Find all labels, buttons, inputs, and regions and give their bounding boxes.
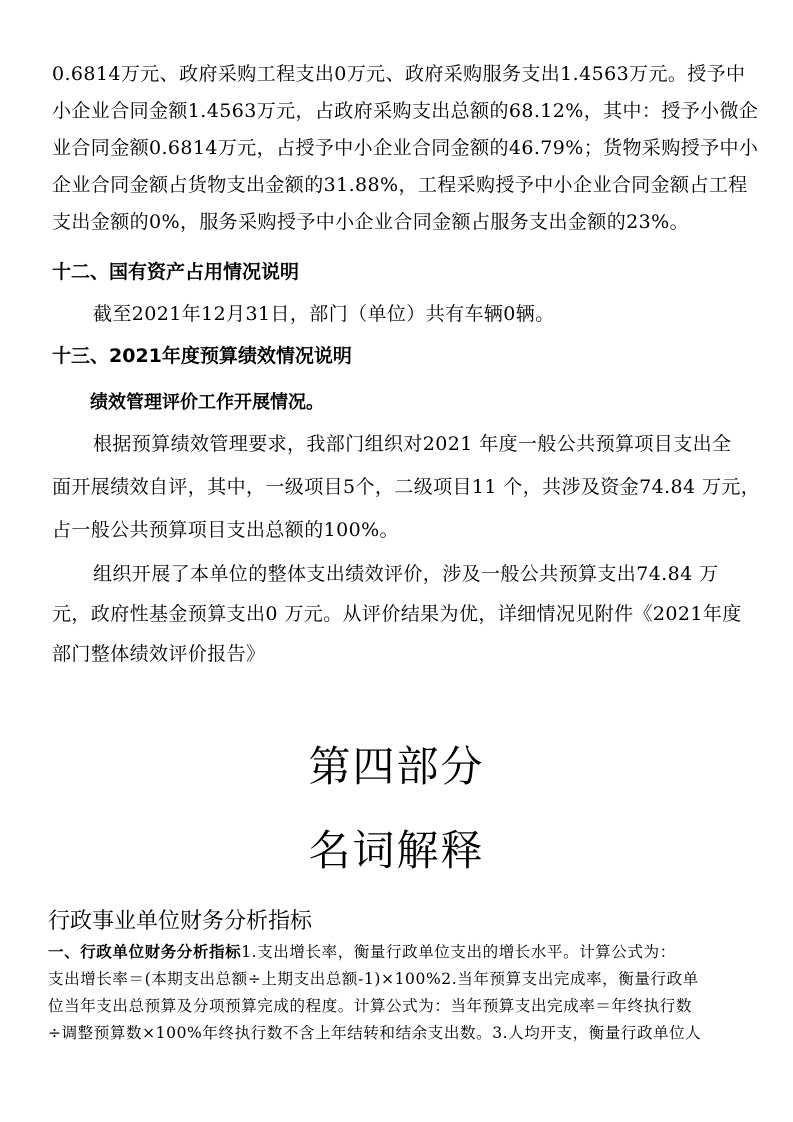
part-subtitle: 名词解释 [308,826,485,875]
definition-line-1-text: 1.支出增长率，衡量行政单位支出的增长水平。计算公式为： [241,943,676,961]
definition-line-2: 支出增长率＝(本期支出总额÷上期支出总额-1)×100%2.当年预算支出完成率，衡量行政单 [48,970,699,988]
procurement-line-4: 企业合同金额占货物支出金额的31.88%，工程采购授予中小企业合同金额占工程 [52,174,748,196]
procurement-line-1: 0.6814万元、政府采购工程支出0万元、政府采购服务支出1.4563万元。授予中 [52,63,746,85]
performance-subheading: 绩效管理评价工作开展情况。 [90,392,324,413]
performance-para1-line-3: 占一般公共预算项目支出总额的100%。 [52,519,399,541]
performance-para1-line-1: 根据预算绩效管理要求，我部门组织对2021 年度一般公共预算项目支出全 [93,433,732,455]
section-heading-performance: 十三、2021年度预算绩效情况说明 [52,345,352,367]
definition-line-1 [48,941,676,963]
performance-para2-line-2: 元，政府性基金预算支出0 万元。从评价结果为优，详细情况见附件《2021年度 [52,603,742,625]
procurement-line-2: 小企业合同金额1.4563万元，占政府采购支出总额的68.12%，其中：授予小微企 [52,100,759,122]
definition-line-3: 位当年支出总预算及分项预算完成的程度。计算公式为：当年预算支出完成率＝年终执行数 [48,997,693,1015]
performance-para2-line-1: 组织开展了本单位的整体支出绩效评价，涉及一般公共预算支出74.84 万 [93,563,719,585]
assets-text: 截至2021年12月31日，部门（单位）共有车辆0辆。 [93,303,555,325]
procurement-line-3: 业合同金额0.6814万元，占授予中小企业合同金额的46.79%；货物采购授予中小 [52,137,759,159]
definition-line-4: ÷调整预算数×100%年终执行数不含上年结转和结余支出数。3.人均开支，衡量行政单位人 [48,1024,702,1042]
part-title: 第四部分 [308,742,485,791]
section-heading-assets: 十二、国有资产占用情况说明 [52,261,300,283]
performance-para1-line-2: 面开展绩效自评，其中，一级项目5个，二级项目11 个，共涉及资金74.84 万元， [52,476,761,498]
definition-lead: 一、行政单位财务分析指标 [48,943,242,961]
performance-para2-line-3: 部门整体绩效评价报告》 [52,643,266,665]
glossary-section-title: 行政事业单位财务分析指标 [48,909,313,934]
procurement-line-5: 支出金额的0%，服务采购授予中小企业合同金额占服务支出金额的23%。 [52,211,689,233]
